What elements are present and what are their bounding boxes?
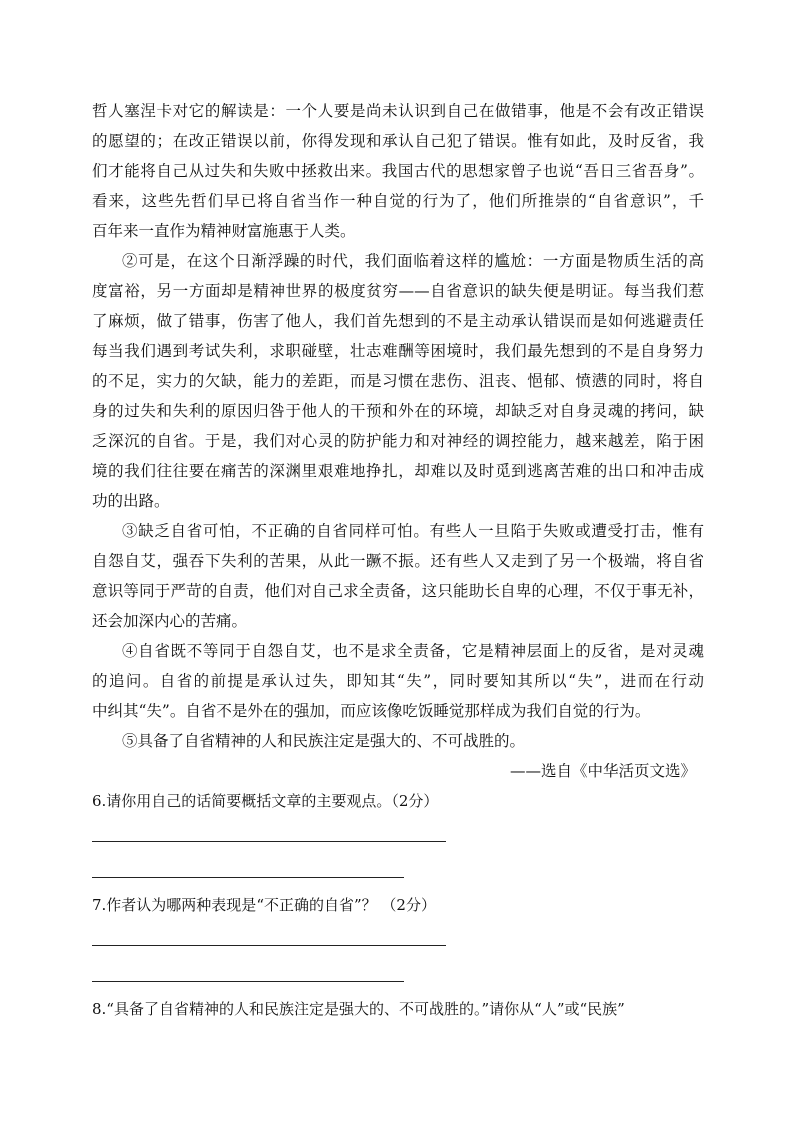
- text-line: 度富裕，另一方面却是精神世界的极度贫穷——自省意识的缺失便是明证。每当我们惹: [92, 282, 704, 300]
- text-line: ②可是，在这个日渐浮躁的时代，我们面临着这样的尴尬：一方面是物质生活的高: [122, 252, 704, 270]
- paragraph-5: ⑤具备了自省精神的人和民族注定是强大的、不可战胜的。: [122, 732, 526, 750]
- text-line: 功的出路。: [92, 492, 170, 510]
- text-line: 的愿望的；在改正错误以前，你得发现和承认自己犯了错误。惟有如此，及时反省，我: [92, 132, 704, 150]
- text-line: ④自省既不等同于自怨自艾，也不是求全责备，它是精神层面上的反省，是对灵魂: [122, 642, 704, 660]
- paragraph-4: [92, 636, 704, 726]
- text-line: 身的过失和失利的原因归咎于他人的干预和外在的环境，却缺乏对自身灵魂的拷问，缺: [92, 402, 704, 420]
- text-line: 境的我们往往要在痛苦的深渊里艰难地挣扎，却难以及时觅到逃离苦难的出口和冲击成: [92, 462, 704, 480]
- paragraph-3: [92, 516, 704, 636]
- text-line: 每当我们遇到考试失利，求职碰壁，壮志难酬等困境时，我们最先想到的不是自身努力: [92, 342, 704, 360]
- text-line: 中纠其“失”。自省不是外在的强加，而应该像吃饭睡觉那样成为我们自觉的行为。: [92, 702, 651, 720]
- question-6: 6.请你用自己的话简要概括文章的主要观点。（2分）: [92, 792, 439, 810]
- article-page: [92, 96, 704, 1024]
- text-line: 意识等同于严苛的自责，他们对自己求全责备，这只能助长自卑的心理，不仅于事无补，: [92, 582, 704, 600]
- text-line: 了麻烦，做了错事，伤害了他人，我们首先想到的不是主动承认错误而是如何逃避责任: [92, 312, 704, 330]
- text-line: 哲人塞涅卡对它的解读是：一个人要是尚未认识到自己在做错事，他是不会有改正错误: [92, 102, 704, 120]
- paragraph-2: [92, 246, 704, 516]
- question-7: 7.作者认为哪两种表现是“不正确的自省”？ （2分）: [92, 896, 436, 914]
- text-line: 的追问。自省的前提是承认过失，即知其“失”，同时要知其所以“失”，进而在行动: [92, 672, 704, 690]
- article-source: ——选自《中华活页文选》: [509, 762, 696, 780]
- text-line: 们才能将自己从过失和失败中拯救出来。我国古代的思想家曾子也说“吾日三省吾身”。: [92, 162, 704, 180]
- text-line: 乏深沉的自省。于是，我们对心灵的防护能力和对神经的调控能力，越来越差，陷于困: [92, 432, 704, 450]
- text-line: 百年来一直作为精神财富施惠于人类。: [92, 222, 356, 240]
- text-line: 的不足，实力的欠缺，能力的差距，而是习惯在悲伤、沮丧、悒郁、愤懑的同时，将自: [92, 372, 704, 390]
- question-8: 8.“具备了自省精神的人和民族注定是强大的、不可战胜的。”请你从“人”或“民族”: [92, 1000, 625, 1018]
- text-line: ③缺乏自省可怕，不正确的自省同样可怕。有些人一旦陷于失败或遭受打击，惟有: [122, 522, 704, 540]
- text-line: 还会加深内心的苦痛。: [92, 612, 248, 630]
- text-line: 自怨自艾，强吞下失利的苦果，从此一蹶不振。还有些人又走到了另一个极端，将自省: [92, 552, 704, 570]
- text-line: 看来，这些先哲们早已将自省当作一种自觉的行为了，他们所推崇的“自省意识”，千: [92, 192, 704, 210]
- paragraph-intro: [92, 96, 704, 246]
